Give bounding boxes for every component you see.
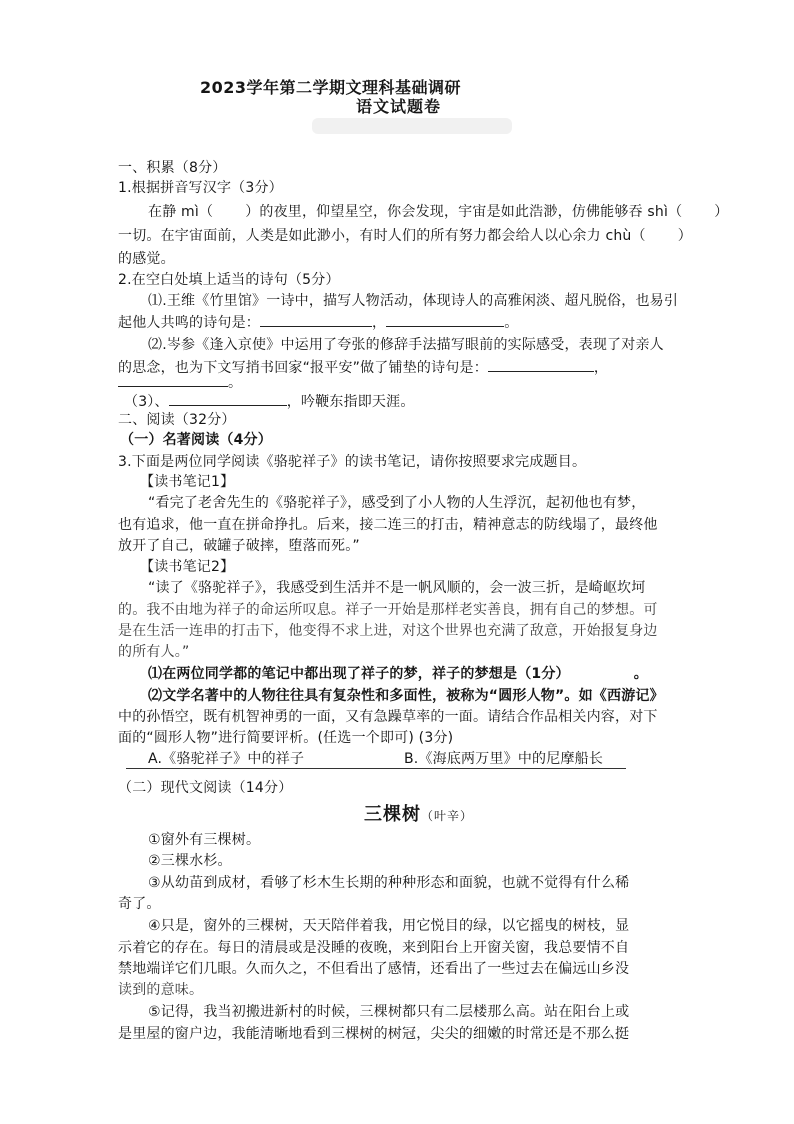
question-1-line-2: [118, 226, 692, 246]
question-2-3: [124, 391, 415, 412]
section-1-heading: 一、积累（8分）: [118, 160, 227, 176]
essay-paragraph-3-line-1: ③从幼苗到成材，看够了杉木生长期的种种形态和面貌，也就不觉得有什么稀: [148, 875, 630, 891]
question-2-2-line-1: ⑵.岑参《逢入京使》中运用了夸张的修辞手法描写眼前的实际感受，表现了对亲人: [148, 337, 664, 353]
note-1-line-3: 放开了自己，破罐子破摔，堕落而死。”: [118, 538, 360, 554]
question-2-1-line-2: [118, 312, 518, 333]
q1-text: ）的夜里，仰望星空，你会发现，宇宙是如此浩渺，仿佛能够吞 shì（: [245, 204, 683, 220]
note-2-label: 【读书笔记2】: [140, 559, 235, 575]
note-2-line-2: 的。我不由地为祥子的命运所叹息。祥子一开始是那样老实善良，拥有自己的梦想。可: [118, 602, 658, 618]
question-2-2-line-3: [118, 372, 242, 393]
q2-text: ，: [372, 315, 387, 331]
answer-line[interactable]: [126, 768, 626, 769]
note-1-line-2: 也有追求，他一直在拼命挣扎。后来，接二连三的打击，精神意志的防线塌了，最终他: [118, 517, 658, 533]
option-a: A.《骆驼祥子》中的祥子: [148, 751, 305, 767]
answer-blank[interactable]: [260, 312, 372, 327]
note-1-line-1: “看完了老舍先生的《骆驼祥子》，感受到了小人物的人生浮沉，起初他也有梦，: [148, 495, 646, 511]
q3-text: ⑴在两位同学都的笔记中都出现了祥子的梦，祥子的梦想是（1分）: [148, 666, 570, 682]
question-1-line-3: 的感觉。: [118, 251, 175, 267]
q1-text: ）: [677, 228, 692, 244]
note-2-line-4: 的所有人。”: [118, 644, 190, 660]
q3-text: 。: [633, 666, 648, 682]
essay-paragraph-5-line-1: ⑤记得，我当初搬进新村的时候，三棵树都只有二层楼那么高。站在阳台上或: [148, 1004, 630, 1020]
q2-text: 。: [504, 315, 519, 331]
question-3-2-line-3: 面的“圆形人物”进行简要评析。(任选一个即可) (3分): [118, 730, 454, 746]
question-1-line-1: [148, 202, 729, 222]
answer-blank[interactable]: [488, 357, 594, 372]
question-2-title: 2.在空白处填上适当的诗句（5分）: [118, 272, 340, 288]
q2-text: ，: [593, 360, 609, 376]
question-3-2-line-1: ⑵文学名著中的人物往往具有复杂性和多面性，被称为“圆形人物”。如《西游记》: [148, 688, 664, 704]
q2-text: （3）、: [124, 394, 169, 410]
question-2-1-line-1: ⑴.王维《竹里馆》一诗中，描写人物活动，体现诗人的高雅闲淡、超凡脱俗，也易引: [148, 293, 679, 309]
q2-text: ，吟鞭东指即天涯。: [286, 394, 415, 410]
subsection-2-heading: （二）现代文阅读（14分）: [118, 780, 293, 796]
q2-text: 。: [228, 375, 243, 391]
exam-subtitle: 语文试题卷: [356, 97, 442, 116]
q2-text: 的思念，也为下文写捎书回家“报平安”做了铺垫的诗句是：: [118, 360, 488, 376]
answer-blank[interactable]: [169, 391, 287, 406]
question-1-title: 1.根据拼音写汉字（3分）: [118, 180, 283, 196]
essay-paragraph-5-line-2: 是里屋的窗户边，我能清晰地看到三棵树的树冠，尖尖的细嫩的时常还是不那么挺: [118, 1026, 630, 1042]
answer-blank[interactable]: [386, 312, 504, 327]
option-b: B.《海底两万里》中的尼摩船长: [404, 751, 604, 767]
essay-paragraph-4-line-4: 读到的意味。: [118, 982, 204, 998]
q1-text: ）: [714, 204, 729, 220]
section-2-heading: 二、阅读（32分）: [118, 412, 236, 428]
question-3-title: 3.下面是两位同学阅读《骆驼祥子》的读书笔记，请你按照要求完成题目。: [118, 454, 587, 470]
q1-text: 一切。在宇宙面前，人类是如此渺小，有时人们的所有努力都会给人以心余力 chù（: [118, 228, 646, 244]
essay-paragraph-3-line-2: 奇了。: [118, 896, 161, 912]
q2-text: 起他人共鸣的诗句是：: [118, 315, 260, 331]
essay-author: （叶辛）: [421, 809, 474, 823]
essay-title: 三棵树: [364, 804, 421, 825]
exam-title: 2023学年第二学期文理科基础调研: [200, 78, 462, 97]
question-3-2-line-2: 中的孙悟空，既有机智神勇的一面，又有急躁草率的一面。请结合作品相关内容，对下: [118, 709, 658, 725]
essay-paragraph-4-line-3: 禁地端详它们几眼。久而久之，不但看出了感情，还看出了一些过去在偏远山乡没: [118, 961, 630, 977]
essay-paragraph-1: ①窗外有三棵树。: [148, 832, 261, 848]
answer-blank[interactable]: [118, 372, 228, 387]
essay-paragraph-4-line-1: ④只是，窗外的三棵树，天天陪伴着我，用它悦目的绿，以它摇曳的树枝，显: [148, 918, 630, 934]
question-3-1: [148, 664, 648, 684]
essay-heading: [364, 803, 473, 828]
essay-paragraph-2: ②三棵水杉。: [148, 853, 232, 869]
essay-paragraph-4-line-2: 示着它的存在。每日的清晨或是没睡的夜晚，来到阳台上开窗关窗，我总要情不自: [118, 940, 630, 956]
subsection-1-heading: （一）名著阅读（4分）: [120, 432, 272, 448]
note-1-label: 【读书笔记1】: [140, 474, 235, 490]
q1-text: 在静 mì（: [148, 204, 214, 220]
note-2-line-3: 是在生活一连串的打击下，他变得不求上进，对这个世界也充满了敌意，开始报复身边: [118, 623, 658, 639]
scan-smudge: [312, 118, 512, 134]
note-2-line-1: “读了《骆驼祥子》，我感受到生活并不是一帆风顺的，会一波三折，是崎岖坎坷: [148, 580, 646, 596]
